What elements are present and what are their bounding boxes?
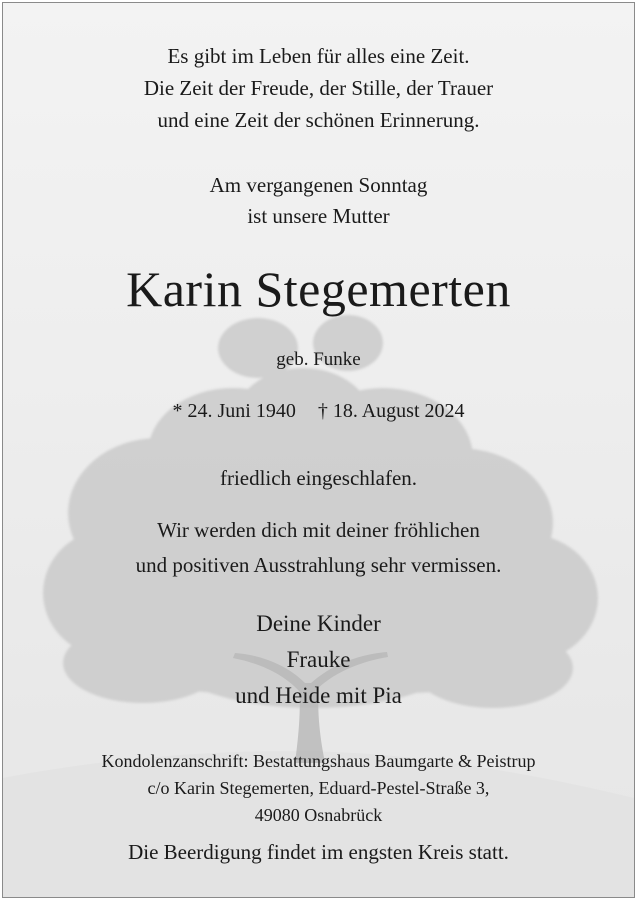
death-date: † 18. August 2024 <box>317 400 465 422</box>
funeral-note: Die Beerdigung findet im engsten Kreis statt. <box>128 840 509 864</box>
intro-line-2: ist unsere Mutter <box>247 204 390 228</box>
address-line-3: 49080 Osnabrück <box>254 805 383 825</box>
passed-text: friedlich eingeschlafen. <box>219 466 418 490</box>
verse-line-2: Die Zeit der Freude, der Stille, der Trauer <box>143 76 494 100</box>
message-line-1: Wir werden dich mit deiner fröhlichen <box>157 518 480 542</box>
deceased-name: Karin Stegemerten <box>126 261 511 317</box>
family-line-2: Frauke <box>286 647 351 672</box>
intro-line-1: Am vergangenen Sonntag <box>209 173 428 197</box>
obituary-card <box>2 2 635 898</box>
life-dates <box>3 397 634 425</box>
family-line-3: und Heide mit Pia <box>235 683 402 708</box>
family-line-1: Deine Kinder <box>256 611 381 636</box>
address-line-2: c/o Karin Stegemerten, Eduard-Pestel-Straße 3, <box>147 778 490 798</box>
birth-name: geb. Funke <box>276 349 361 370</box>
verse-line-1: Es gibt im Leben für alles eine Zeit. <box>167 44 470 68</box>
birth-date: * 24. Juni 1940 <box>172 400 296 422</box>
message-line-2: und positiven Ausstrahlung sehr vermissen. <box>135 553 502 577</box>
address-line-1: Kondolenzanschrift: Bestattungshaus Baumgarte & Peistrup <box>101 751 536 771</box>
verse-line-3: und eine Zeit der schönen Erinnerung. <box>157 108 480 132</box>
